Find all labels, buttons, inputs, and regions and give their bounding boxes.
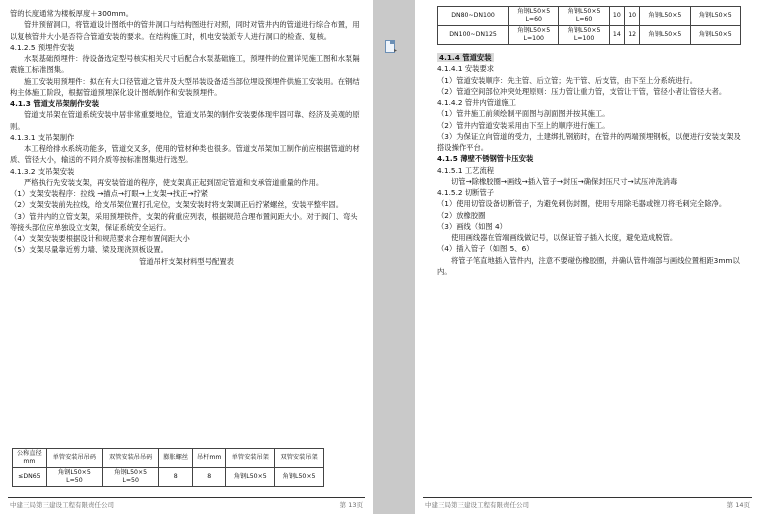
table-cell: 单管安装吊架 bbox=[226, 449, 275, 468]
footer-page-number: 第 13页 bbox=[339, 501, 363, 509]
paragraph: 将管子笔直地插入管件内，注意不要碰伤橡胶圈，并确认管件端部与画线位置相距3mm以内。 bbox=[437, 255, 740, 276]
paragraph: （4）支架安装要根据设计和规范要求合理布置间距大小 bbox=[10, 234, 190, 243]
document-page-left bbox=[0, 0, 373, 514]
table-cell: 角钢L50×5 bbox=[640, 7, 690, 26]
section-heading: 4.1.3 管道支吊架制作安装 bbox=[10, 99, 99, 108]
subsection-heading: 4.1.5.2 切断管子 bbox=[437, 188, 495, 197]
footer-page-number: 第 14页 bbox=[726, 501, 750, 509]
document-icon[interactable]: ▸ bbox=[384, 40, 396, 54]
table-cell: DN100~DN125 bbox=[438, 26, 509, 45]
table-cell: 吊杆mm bbox=[193, 449, 226, 468]
paragraph: （1）管井施工前须绘制平面图与剖面图并按其施工。 bbox=[437, 109, 610, 119]
table-header-row bbox=[13, 449, 324, 468]
paragraph: （2）支架安装前先拉线，给支吊架位置打孔定位，支架安装时将支架调正后拧紧螺丝，安装平整牢固。 bbox=[10, 200, 343, 210]
table-cell: 双管安装吊架 bbox=[275, 449, 324, 468]
paragraph: （4）插入管子（如图 5、6） bbox=[437, 244, 534, 254]
paragraph: 施工安装用预埋件：拟在有大口径管道之管井及大型吊装设备适当部位埋设预埋件供施工安装用。在钢结构主体施工阶段，根据管道预埋深化设计图纸制作和安装预埋件。 bbox=[10, 76, 360, 97]
table-cell: 角钢L50×5 L=50 bbox=[103, 468, 159, 487]
table-cell: 角钢L50×5 bbox=[690, 26, 740, 45]
hanger-material-table-continued bbox=[437, 6, 741, 45]
page-body-left bbox=[10, 8, 363, 267]
table-cell: 膨胀螺丝 bbox=[159, 449, 193, 468]
paragraph: （2）放橡胶圈 bbox=[437, 210, 486, 220]
table-cell: 角钢L50×5 L=60 bbox=[509, 7, 559, 26]
paragraph: 使用画线器在管端画线做记号，以保证管子插入长度，避免造成脱管。 bbox=[451, 233, 678, 242]
paragraph: （5）支架尽量靠近剪力墙、梁及现浇顶板设置。 bbox=[10, 245, 168, 255]
paragraph: （1）使用切管设备切断管子，为避免刺伤封圈，使用专用除毛器或锉刀将毛刺完全除净。 bbox=[437, 199, 727, 209]
table-cell: 双管安装吊吊码 bbox=[103, 449, 159, 468]
table-cell: 角钢L50×5 L=100 bbox=[509, 26, 559, 45]
subsection-heading: 4.1.3.1 支吊架制作 bbox=[10, 132, 75, 142]
paragraph: 严格执行先安装支架，再安装管道的程序，使支架真正起到固定管道和支承管道重量的作用。 bbox=[24, 177, 324, 187]
table-cell: 10 bbox=[609, 7, 624, 26]
page-footer-left bbox=[8, 497, 365, 512]
table-cell: 8 bbox=[193, 468, 226, 487]
table-cell: 14 bbox=[609, 26, 624, 45]
table-cell: 角钢L50×5 bbox=[275, 468, 324, 487]
paragraph: 水泵基础预埋件：待设备选定型号核实相关尺寸后配合水泵基础施工，预埋件的位置详见施工图和水泵隔震施工标准图集。 bbox=[10, 54, 360, 75]
page-body-right bbox=[437, 52, 746, 277]
paragraph: （3）画线（如图 4） bbox=[437, 221, 507, 231]
table-cell: 角钢L50×5 bbox=[640, 26, 690, 45]
table-row bbox=[438, 7, 741, 26]
paragraph: （2）管井内管道安装采用由下至上的顺序进行施工。 bbox=[437, 120, 610, 130]
paragraph: 本工程给排水系统功能多，管道交叉多，使用的管材种类也很多。管道支吊架加工制作前应根据管道的材质、管径大小，输送的不同介质等按标准图集进行选型。 bbox=[10, 144, 360, 165]
table-cell: 角钢L50×5 L=100 bbox=[559, 26, 609, 45]
subsection-heading: 4.1.5.1 工艺流程 bbox=[437, 165, 495, 175]
table-cell: 角钢L50×5 L=50 bbox=[46, 468, 102, 487]
table-row bbox=[438, 26, 741, 45]
page-footer-right bbox=[423, 497, 752, 512]
paragraph: （1）管道安装顺序：先主管、后立管；先干管、后支管，由下至上分系统进行。 bbox=[437, 75, 698, 85]
table-row bbox=[13, 468, 324, 487]
paragraph: 管的长度通常为楼板厚度＋300mm。 bbox=[10, 9, 134, 18]
table-cell: 8 bbox=[159, 468, 193, 487]
table-cell: 单管安装吊吊码 bbox=[46, 449, 102, 468]
paragraph: （3）管井内的立管支架，采用预埋铁件，支架的荷重应列表，根据规范合理布置间距大小。对于阀门、弯头等接头部位应单独设立支架，保证系统安全运行。 bbox=[10, 211, 358, 232]
paragraph: （2）管道空间部位冲突处理原则：压力管让重力管，支管让干管，管径小者让管径大者。 bbox=[437, 86, 727, 96]
table-cell: DN80~DN100 bbox=[438, 7, 509, 26]
footer-company: 中建三局第三建设工程有限责任公司 bbox=[425, 501, 529, 509]
paragraph: （3）为保证立向管道的受力，土建绑扎钢筋时，在管井的两端预埋钢板，以便进行安装支架及搭设操作平台。 bbox=[437, 131, 741, 152]
paragraph: 管道支吊架在管道系统安装中居非常重要地位，管道支吊架的制作安装要体现牢固可靠、经济及美观的原则。 bbox=[10, 110, 360, 131]
table-cell: ≤DN65 bbox=[13, 468, 47, 487]
document-page-right bbox=[415, 0, 760, 514]
subsection-heading: 4.1.4.1 安装要求 bbox=[437, 64, 495, 74]
table-cell: 10 bbox=[625, 7, 640, 26]
subsection-heading: 4.1.2.5 预埋件安装 bbox=[10, 42, 75, 52]
paragraph: 切管→除橡胶圈→画线→插入管子→封压→确保封压尺寸→试压冲洗消毒 bbox=[451, 176, 678, 186]
table-cell: 12 bbox=[625, 26, 640, 45]
heading-pipe-installation: 4.1.4 管道安装 bbox=[439, 53, 492, 62]
table-cell: 角钢L50×5 bbox=[226, 468, 275, 487]
footer-company: 中建三局第三建设工程有限责任公司 bbox=[10, 501, 114, 509]
paragraph: 管井预留洞口，将管道设计图纸中的管井洞口与结构图进行对照，同时对管井内的管道进行综合布置，用以复核管井大小是否符合管道安装的要求。在结构施工时，机电安装派专人进行洞口的检查、复核。 bbox=[10, 20, 360, 41]
subsection-heading: 4.1.4.2 管井内管道施工 bbox=[437, 98, 516, 107]
paragraph: （1）支架安装程序：拉线 →描点→打眼→上支架→找正→拧紧 bbox=[10, 189, 209, 198]
table-cell: 公称直径 mm bbox=[13, 449, 47, 468]
table-cell: 角钢L50×5 L=60 bbox=[559, 7, 609, 26]
table-cell: 角钢L50×5 bbox=[690, 7, 740, 26]
section-heading: 4.1.5 薄壁不锈钢管卡压安装 bbox=[437, 154, 534, 164]
paragraph: 管道吊杆支架材料型号配置表 bbox=[139, 256, 234, 266]
subsection-heading: 4.1.3.2 支吊架安装 bbox=[10, 166, 75, 176]
hanger-material-table bbox=[12, 448, 324, 487]
